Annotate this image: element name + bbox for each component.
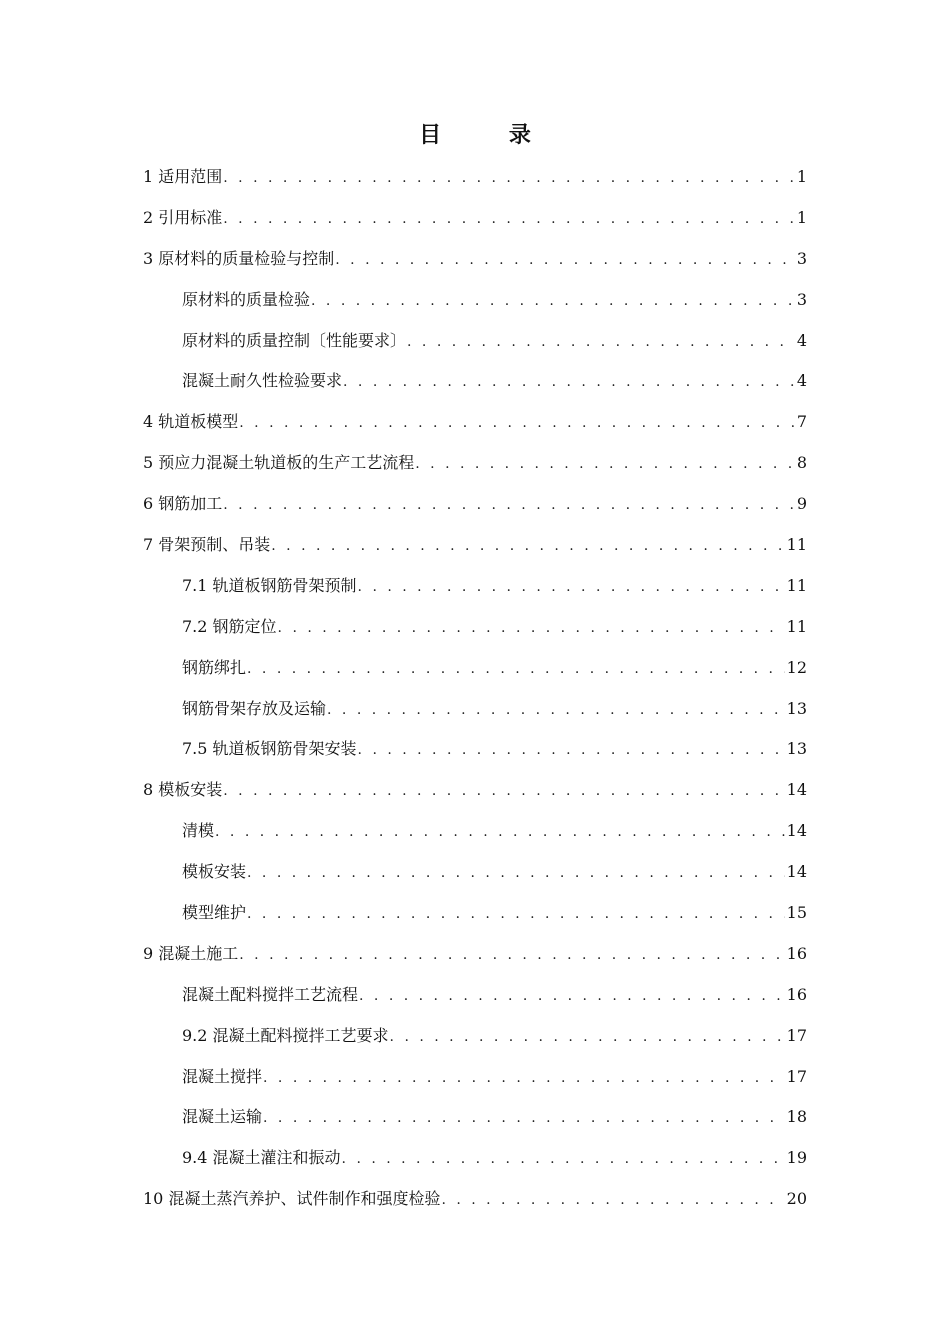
- toc-page-number: 14: [786, 821, 807, 841]
- toc-page-number: 18: [786, 1107, 807, 1127]
- toc-entry-text: 8 模板安装: [143, 780, 223, 800]
- toc-page-number: 11: [786, 575, 807, 595]
- toc-page-number: 17: [786, 1025, 807, 1045]
- toc-list: [143, 157, 807, 1220]
- toc-dot-leader: [247, 853, 785, 894]
- toc-dot-leader: [390, 1017, 785, 1058]
- toc-entry[interactable]: [143, 402, 807, 443]
- toc-page-number: 14: [786, 780, 807, 800]
- toc-entry[interactable]: [143, 484, 807, 525]
- toc-page-number: 16: [786, 943, 807, 963]
- toc-entry-text: 混凝土配料搅拌工艺流程: [182, 984, 359, 1004]
- toc-entry[interactable]: [143, 648, 807, 689]
- toc-page-number: 11: [786, 616, 807, 636]
- toc-entry[interactable]: [143, 239, 807, 280]
- toc-page-number: 1: [796, 167, 807, 186]
- toc-entry[interactable]: [143, 525, 807, 566]
- toc-entry-text: 钢筋骨架存放及运输: [182, 698, 327, 718]
- toc-entry-text: 5 预应力混凝土轨道板的生产工艺流程: [143, 453, 415, 473]
- toc-entry-text: 模板安装: [182, 862, 247, 882]
- toc-dot-leader: [239, 403, 795, 444]
- toc-page-number: 12: [786, 657, 807, 677]
- toc-dot-leader: [263, 1058, 785, 1099]
- toc-page-number: 15: [786, 903, 807, 923]
- toc-dot-leader: [247, 894, 785, 935]
- toc-entry[interactable]: [143, 157, 807, 198]
- toc-page-number: 17: [786, 1066, 807, 1086]
- toc-entry-text: 3 原材料的质量检验与控制: [143, 248, 335, 268]
- toc-entry-text: 9.2 混凝土配料搅拌工艺要求: [182, 1025, 389, 1045]
- toc-entry[interactable]: [143, 689, 807, 730]
- toc-page-number: 1: [796, 207, 807, 227]
- toc-page-number: 4: [796, 330, 807, 350]
- toc-page-number: 19: [786, 1148, 807, 1168]
- toc-dot-leader: [223, 485, 795, 526]
- toc-entry[interactable]: [143, 1016, 807, 1057]
- toc-dot-leader: [358, 567, 785, 608]
- toc-page-number: 20: [786, 1189, 807, 1209]
- toc-entry[interactable]: [143, 770, 807, 811]
- toc-entry-text: 7 骨架预制、吊装: [143, 535, 271, 555]
- toc-dot-leader: [359, 976, 785, 1017]
- toc-entry[interactable]: [143, 321, 807, 362]
- toc-entry-text: 模型维护: [182, 903, 247, 923]
- toc-entry[interactable]: [143, 1138, 807, 1179]
- toc-entry[interactable]: [143, 934, 807, 975]
- toc-dot-leader: [278, 608, 785, 649]
- toc-dot-leader: [327, 690, 785, 731]
- toc-dot-leader: [407, 322, 795, 363]
- toc-dot-leader: [441, 1180, 784, 1221]
- toc-dot-leader: [335, 240, 795, 281]
- toc-page-number: 16: [786, 984, 807, 1004]
- toc-entry[interactable]: [143, 198, 807, 239]
- toc-title: 目 录: [419, 122, 561, 148]
- toc-dot-leader: [343, 362, 795, 403]
- toc-entry[interactable]: [143, 443, 807, 484]
- toc-entry[interactable]: [143, 729, 807, 770]
- toc-entry-text: 原材料的质量控制〔性能要求〕: [182, 330, 407, 350]
- toc-entry[interactable]: [143, 1057, 807, 1098]
- toc-entry[interactable]: [143, 361, 807, 402]
- toc-dot-leader: [223, 158, 795, 199]
- toc-entry-text: 7.1 轨道板钢筋骨架预制: [182, 575, 357, 595]
- toc-page-number: 3: [796, 248, 807, 268]
- toc-dot-leader: [271, 526, 784, 567]
- toc-entry[interactable]: [143, 811, 807, 852]
- toc-dot-leader: [215, 812, 785, 853]
- toc-entry[interactable]: [143, 893, 807, 934]
- toc-entry-text: 1 适用范围: [143, 167, 223, 186]
- toc-entry-text: 10 混凝土蒸汽养护、试件制作和强度检验: [143, 1189, 441, 1209]
- toc-entry-text: 钢筋绑扎: [182, 657, 247, 677]
- toc-entry-text: 9.4 混凝土灌注和振动: [182, 1148, 341, 1168]
- toc-entry[interactable]: [143, 852, 807, 893]
- toc-dot-leader: [358, 730, 785, 771]
- toc-page-number: 8: [796, 453, 807, 473]
- toc-entry-text: 7.5 轨道板钢筋骨架安装: [182, 739, 357, 759]
- toc-dot-leader: [415, 444, 795, 485]
- toc-page-number: 9: [796, 494, 807, 514]
- toc-entry-text: 9 混凝土施工: [143, 943, 239, 963]
- toc-dot-leader: [223, 771, 784, 812]
- toc-page-number: 7: [796, 412, 807, 432]
- toc-entry[interactable]: [143, 1097, 807, 1138]
- toc-page-number: 14: [786, 862, 807, 882]
- toc-page-number: 11: [786, 535, 807, 555]
- toc-entry-text: 混凝土耐久性检验要求: [182, 371, 343, 391]
- toc-entry[interactable]: [143, 607, 807, 648]
- toc-page-number: 3: [796, 289, 807, 309]
- toc-dot-leader: [311, 281, 795, 322]
- toc-dot-leader: [223, 199, 795, 240]
- toc-entry-text: 2 引用标准: [143, 207, 223, 227]
- toc-entry-text: 7.2 钢筋定位: [182, 616, 277, 636]
- toc-entry-text: 原材料的质量检验: [182, 289, 311, 309]
- toc-entry[interactable]: [143, 975, 807, 1016]
- toc-dot-leader: [342, 1139, 785, 1180]
- toc-entry-text: 混凝土运输: [182, 1107, 263, 1127]
- toc-dot-leader: [263, 1098, 785, 1139]
- toc-entry[interactable]: [143, 280, 807, 321]
- toc-page-number: 4: [796, 371, 807, 391]
- toc-dot-leader: [247, 649, 785, 690]
- toc-entry-text: 清模: [182, 821, 215, 841]
- toc-entry-text: 混凝土搅拌: [182, 1066, 263, 1086]
- toc-entry-text: 4 轨道板模型: [143, 412, 239, 432]
- toc-page-number: 13: [786, 739, 807, 759]
- toc-dot-leader: [239, 935, 784, 976]
- toc-entry[interactable]: [143, 1179, 807, 1220]
- toc-entry[interactable]: [143, 566, 807, 607]
- toc-page-number: 13: [786, 698, 807, 718]
- toc-entry-text: 6 钢筋加工: [143, 494, 223, 514]
